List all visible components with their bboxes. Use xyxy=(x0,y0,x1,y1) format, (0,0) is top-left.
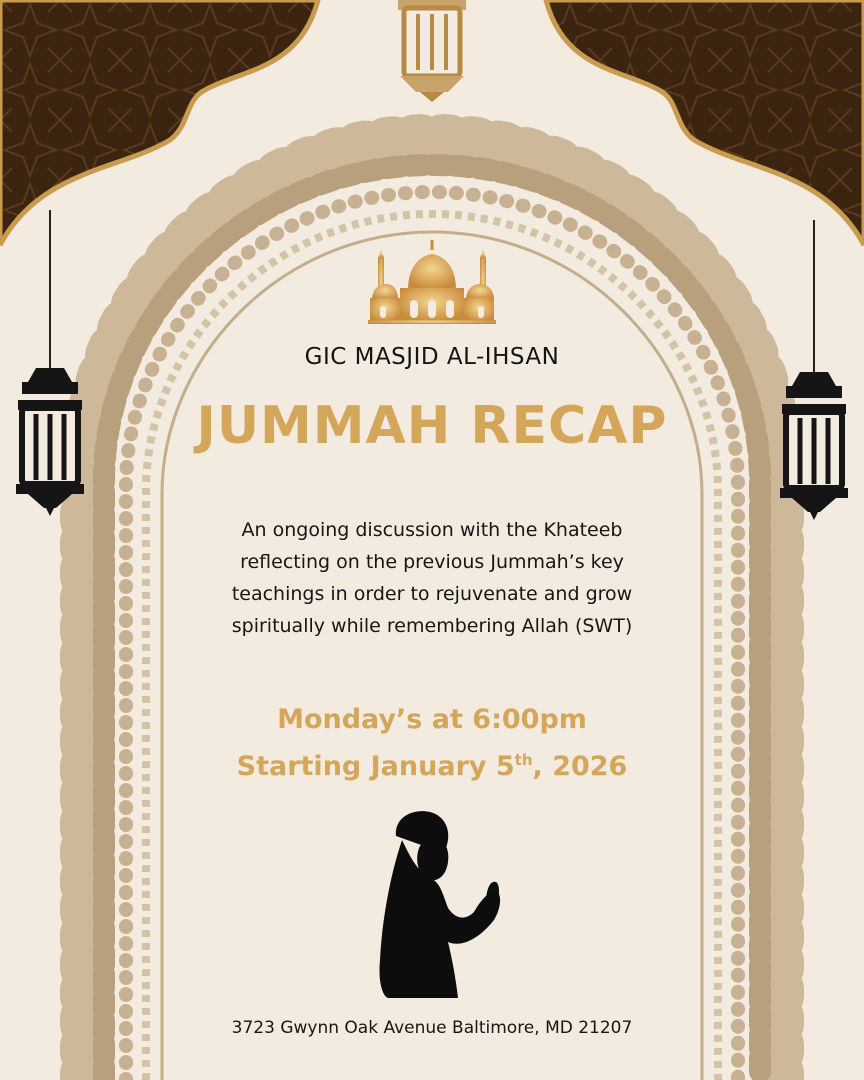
schedule-day-time: Monday’s at 6:00pm xyxy=(277,704,587,735)
event-title: JUMMAH RECAP xyxy=(196,396,668,456)
hanging-lantern-icon-top xyxy=(398,0,466,102)
start-date-suffix: th xyxy=(514,751,533,769)
event-description: An ongoing discussion with the Khateeb reflecting on the previous Jummah’s key teachings in order to rejuvenate and grow spiritually while remembering Allah (SWT) xyxy=(231,519,633,637)
hanging-lantern-icon-right xyxy=(780,220,848,520)
address: 3723 Gwynn Oak Avenue Baltimore, MD 21207 xyxy=(231,1018,633,1038)
start-date-prefix: Starting January 5 xyxy=(236,751,515,782)
start-date-year: , 2026 xyxy=(532,751,628,782)
organization-name: GIC MASJID AL-IHSAN xyxy=(304,344,560,370)
schedule-start-date xyxy=(0,740,864,787)
